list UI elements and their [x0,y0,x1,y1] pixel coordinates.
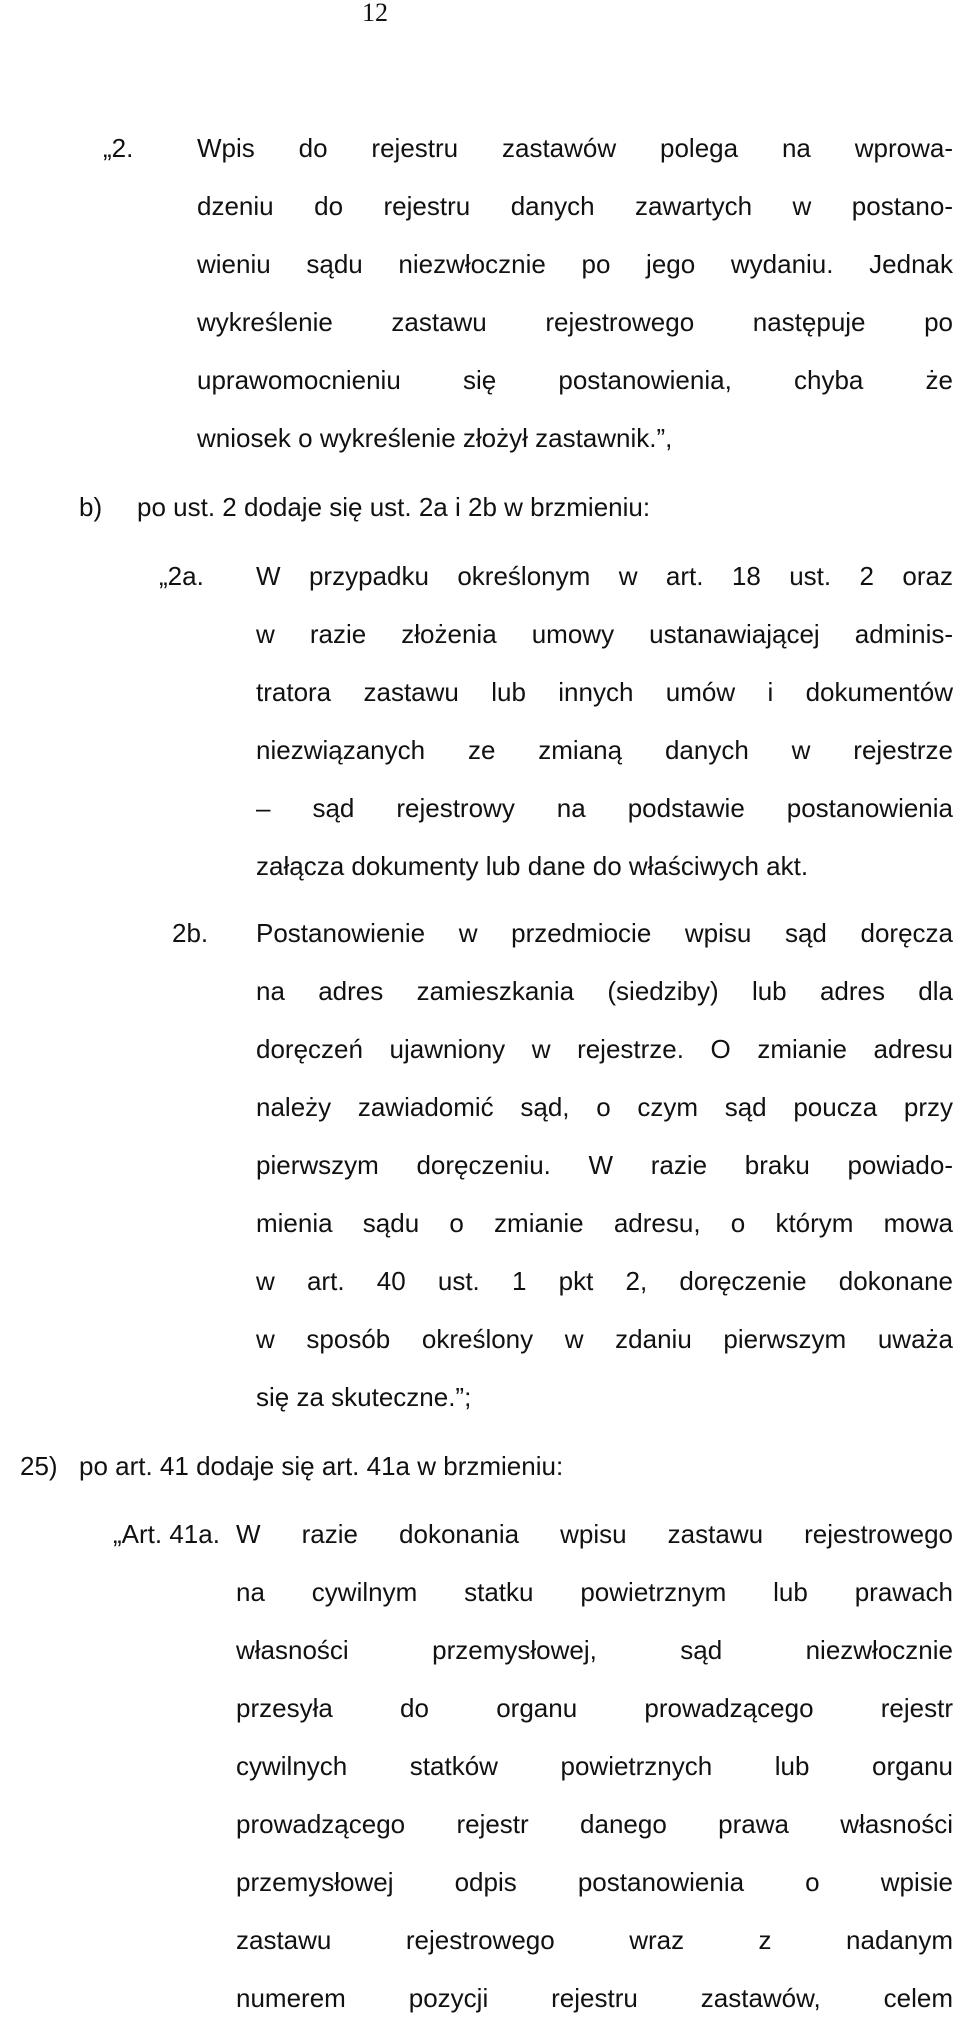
article-41a-line: własności przemysłowej, sąd niezwłocznie [236,1635,953,1665]
paragraph-2a-line: niezwiązanych ze zmianą danych w rejestrze [256,735,953,765]
paragraph-2a-line: w razie złożenia umowy ustanawiającej adminis- [256,619,953,649]
article-41a-line: na cywilnym statku powietrznym lub prawach [236,1577,953,1607]
paragraph-2b-line: w art. 40 ust. 1 pkt 2, doręczenie dokonane [256,1266,953,1296]
article-41a-line: cywilnych statków powietrznych lub organu [236,1751,953,1781]
point-25-label: 25) [20,1451,58,1481]
article-41a-line: numerem pozycji rejestru zastawów, celem [236,1983,953,2013]
paragraph-2b-line: należy zawiadomić sąd, o czym sąd poucza przy [256,1092,953,1122]
paragraph-2-line: wykreślenie zastawu rejestrowego następuje po [197,307,953,337]
paragraph-2a-line: załącza dokumenty lub dane do właściwych akt. [256,851,809,881]
paragraph-2a-line: – sąd rejestrowy na podstawie postanowienia [256,793,953,823]
page-number: 12 [362,0,388,27]
paragraph-2-line: wniosek o wykreślenie złożył zastawnik.”, [197,423,673,453]
paragraph-2b-line: w sposób określony w zdaniu pierwszym uważa [256,1324,953,1354]
paragraph-2a-line: tratora zastawu lub innych umów i dokumentów [256,677,953,707]
article-41a-line: W razie dokonania wpisu zastawu rejestrowego [236,1519,953,1549]
article-41a-line: przesyła do organu prowadzącego rejestr [236,1693,953,1723]
paragraph-2b-line: się za skuteczne.”; [256,1382,472,1412]
paragraph-2-line: uprawomocnieniu się postanowienia, chyba że [197,365,953,395]
point-b-text: po ust. 2 dodaje się ust. 2a i 2b w brzmieniu: [137,492,651,522]
paragraph-2b-label: 2b. [172,918,209,948]
paragraph-2-label: „2. [103,133,134,163]
article-41a-line: zastawu rejestrowego wraz z nadanym [236,1925,953,1955]
paragraph-2b-line: doręczeń ujawniony w rejestrze. O zmianie adresu [256,1034,953,1064]
article-41a-line: prowadzącego rejestr danego prawa własności [236,1809,953,1839]
paragraph-2a-line: W przypadku określonym w art. 18 ust. 2 oraz [256,561,953,591]
paragraph-2b-line: Postanowienie w przedmiocie wpisu sąd doręcza [256,918,953,948]
paragraph-2b-line: na adres zamieszkania (siedziby) lub adres dla [256,976,953,1006]
paragraph-2b-line: pierwszym doręczeniu. W razie braku powiado- [256,1150,953,1180]
paragraph-2a-label: „2a. [159,561,204,591]
paragraph-2-line: dzeniu do rejestru danych zawartych w postano- [197,191,953,221]
article-41a-line: przemysłowej odpis postanowienia o wpisie [236,1867,953,1897]
article-41a-label: „Art. 41a. [113,1519,220,1549]
paragraph-2-line: wieniu sądu niezwłocznie po jego wydaniu. Jednak [197,249,953,279]
paragraph-2-line: Wpis do rejestru zastawów polega na wprowa- [197,133,953,163]
paragraph-2b-line: mienia sądu o zmianie adresu, o którym mowa [256,1208,953,1238]
point-25-text: po art. 41 dodaje się art. 41a w brzmieniu: [79,1451,564,1481]
point-b-label: b) [79,492,103,522]
